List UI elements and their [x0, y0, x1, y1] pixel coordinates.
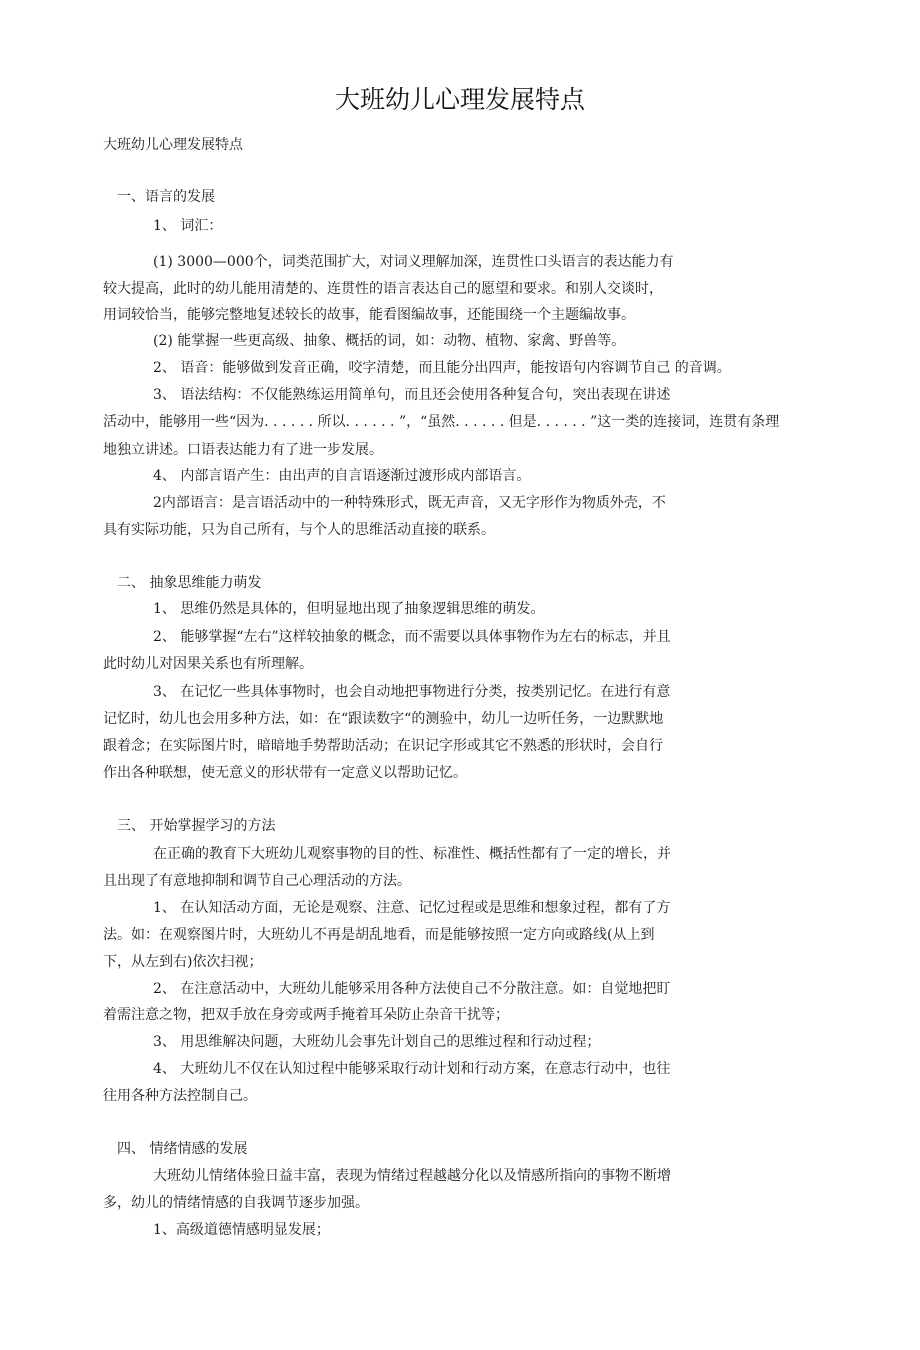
paragraph-line: 作出各种联想，使无意义的形状带有一定意义以帮助记忆。 [103, 765, 467, 781]
paragraph-line: 1、 在认知活动方面，无论是观察、注意、记忆过程或是思维和想象过程，都有了方 [153, 900, 671, 916]
paragraph-line: 下，从左到右)依次扫视； [103, 954, 263, 970]
paragraph-line: 跟着念；在实际图片时，暗暗地手势帮助活动；在识记字形或其它不熟悉的形状时，会自行 [103, 738, 663, 754]
paragraph-line: 多，幼儿的情绪情感的自我调节逐步加强。 [103, 1195, 369, 1211]
paragraph-line: 2内部语言：是言语活动中的一种特殊形式，既无声音，又无字形作为物质外壳，不 [153, 495, 666, 511]
paragraph-line: 1、 词汇： [153, 218, 223, 234]
paragraph-line: (2) 能掌握一些更高级、抽象、概括的词，如：动物、植物、家禽、野兽等。 [153, 333, 626, 349]
page-title: 大班幼儿心理发展特点 [334, 85, 585, 114]
paragraph-line: 4、 大班幼儿不仅在认知过程中能够采取行动计划和行动方案，在意志行动中，也往 [153, 1061, 671, 1077]
paragraph-line: 4、 内部言语产生：由出声的自言语逐渐过渡形成内部语言。 [153, 468, 531, 484]
paragraph-line: 2、 在注意活动中，大班幼儿能够采用各种方法使自己不分散注意。如：自觉地把盯 [153, 981, 671, 997]
paragraph-line: 1、高级道德情感明显发展； [153, 1222, 330, 1238]
section-heading: 四、 情绪情感的发展 [117, 1141, 248, 1157]
paragraph-line: 法。如：在观察图片时，大班幼儿不再是胡乱地看，而是能够按照一定方向或路线(从上到 [103, 927, 655, 943]
paragraph-line: 活动中，能够用一些“因为. . . . . . 所以. . . . . . ”，“虽然. . . . . . 但是. . . . . . ”这一类的连接词，连贯有条理 [103, 414, 780, 430]
paragraph-line: 1、 思维仍然是具体的，但明显地出现了抽象逻辑思维的萌发。 [153, 601, 545, 617]
paragraph-line: 3、 在记忆一些具体事物时，也会自动地把事物进行分类，按类别记忆。在进行有意 [153, 684, 671, 700]
paragraph-line: 2、 语音：能够做到发音正确，咬字清楚，而且能分出四声，能按语句内容调节自己 的音调。 [153, 360, 731, 376]
doc-subtitle: 大班幼儿心理发展特点 [103, 137, 243, 153]
paragraph-line: 大班幼儿情绪体验日益丰富，表现为情绪过程越越分化以及情感所指向的事物不断增 [153, 1168, 671, 1184]
paragraph-line: 着需注意之物，把双手放在身旁或两手掩着耳朵防止杂音干扰等； [103, 1007, 509, 1023]
section-heading: 一、语言的发展 [117, 189, 215, 205]
section-heading: 三、 开始掌握学习的方法 [117, 818, 276, 834]
paragraph-line: (1) 3000—000个，词类范围扩大，对词义理解加深，连贯性口头语言的表达能力有 [153, 254, 674, 270]
paragraph-line: 往用各种方法控制自己。 [103, 1088, 257, 1104]
paragraph-line: 具有实际功能，只为自己所有，与个人的思维活动直接的联系。 [103, 522, 495, 538]
paragraph-line: 在正确的教育下大班幼儿观察事物的目的性、标准性、概括性都有了一定的增长，并 [153, 846, 671, 862]
paragraph-line: 3、 语法结构：不仅能熟练运用简单句，而且还会使用各种复合句，突出表现在讲述 [153, 387, 671, 403]
paragraph-line: 此时幼儿对因果关系也有所理解。 [103, 656, 313, 672]
paragraph-line: 记忆时，幼儿也会用多种方法，如：在“跟读数字“的测验中，幼儿一边听任务，一边默默地 [103, 711, 664, 727]
paragraph-line: 2、 能够掌握“左右”这样较抽象的概念，而不需要以具体事物作为左右的标志，并且 [153, 629, 671, 645]
paragraph-line: 地独立讲述。口语表达能力有了进一步发展。 [103, 442, 383, 458]
paragraph-line: 且出现了有意地抑制和调节自己心理活动的方法。 [103, 873, 411, 889]
paragraph-line: 较大提高，此时的幼儿能用清楚的、连贯性的语言表达自己的愿望和要求。和别人交谈时， [103, 281, 663, 297]
section-heading: 二、 抽象思维能力萌发 [117, 575, 262, 591]
paragraph-line: 用词较恰当，能够完整地复述较长的故事，能看图编故事，还能围绕一个主题编故事。 [103, 307, 635, 323]
paragraph-line: 3、 用思维解决问题，大班幼儿会事先计划自己的思维过程和行动过程； [153, 1034, 601, 1050]
